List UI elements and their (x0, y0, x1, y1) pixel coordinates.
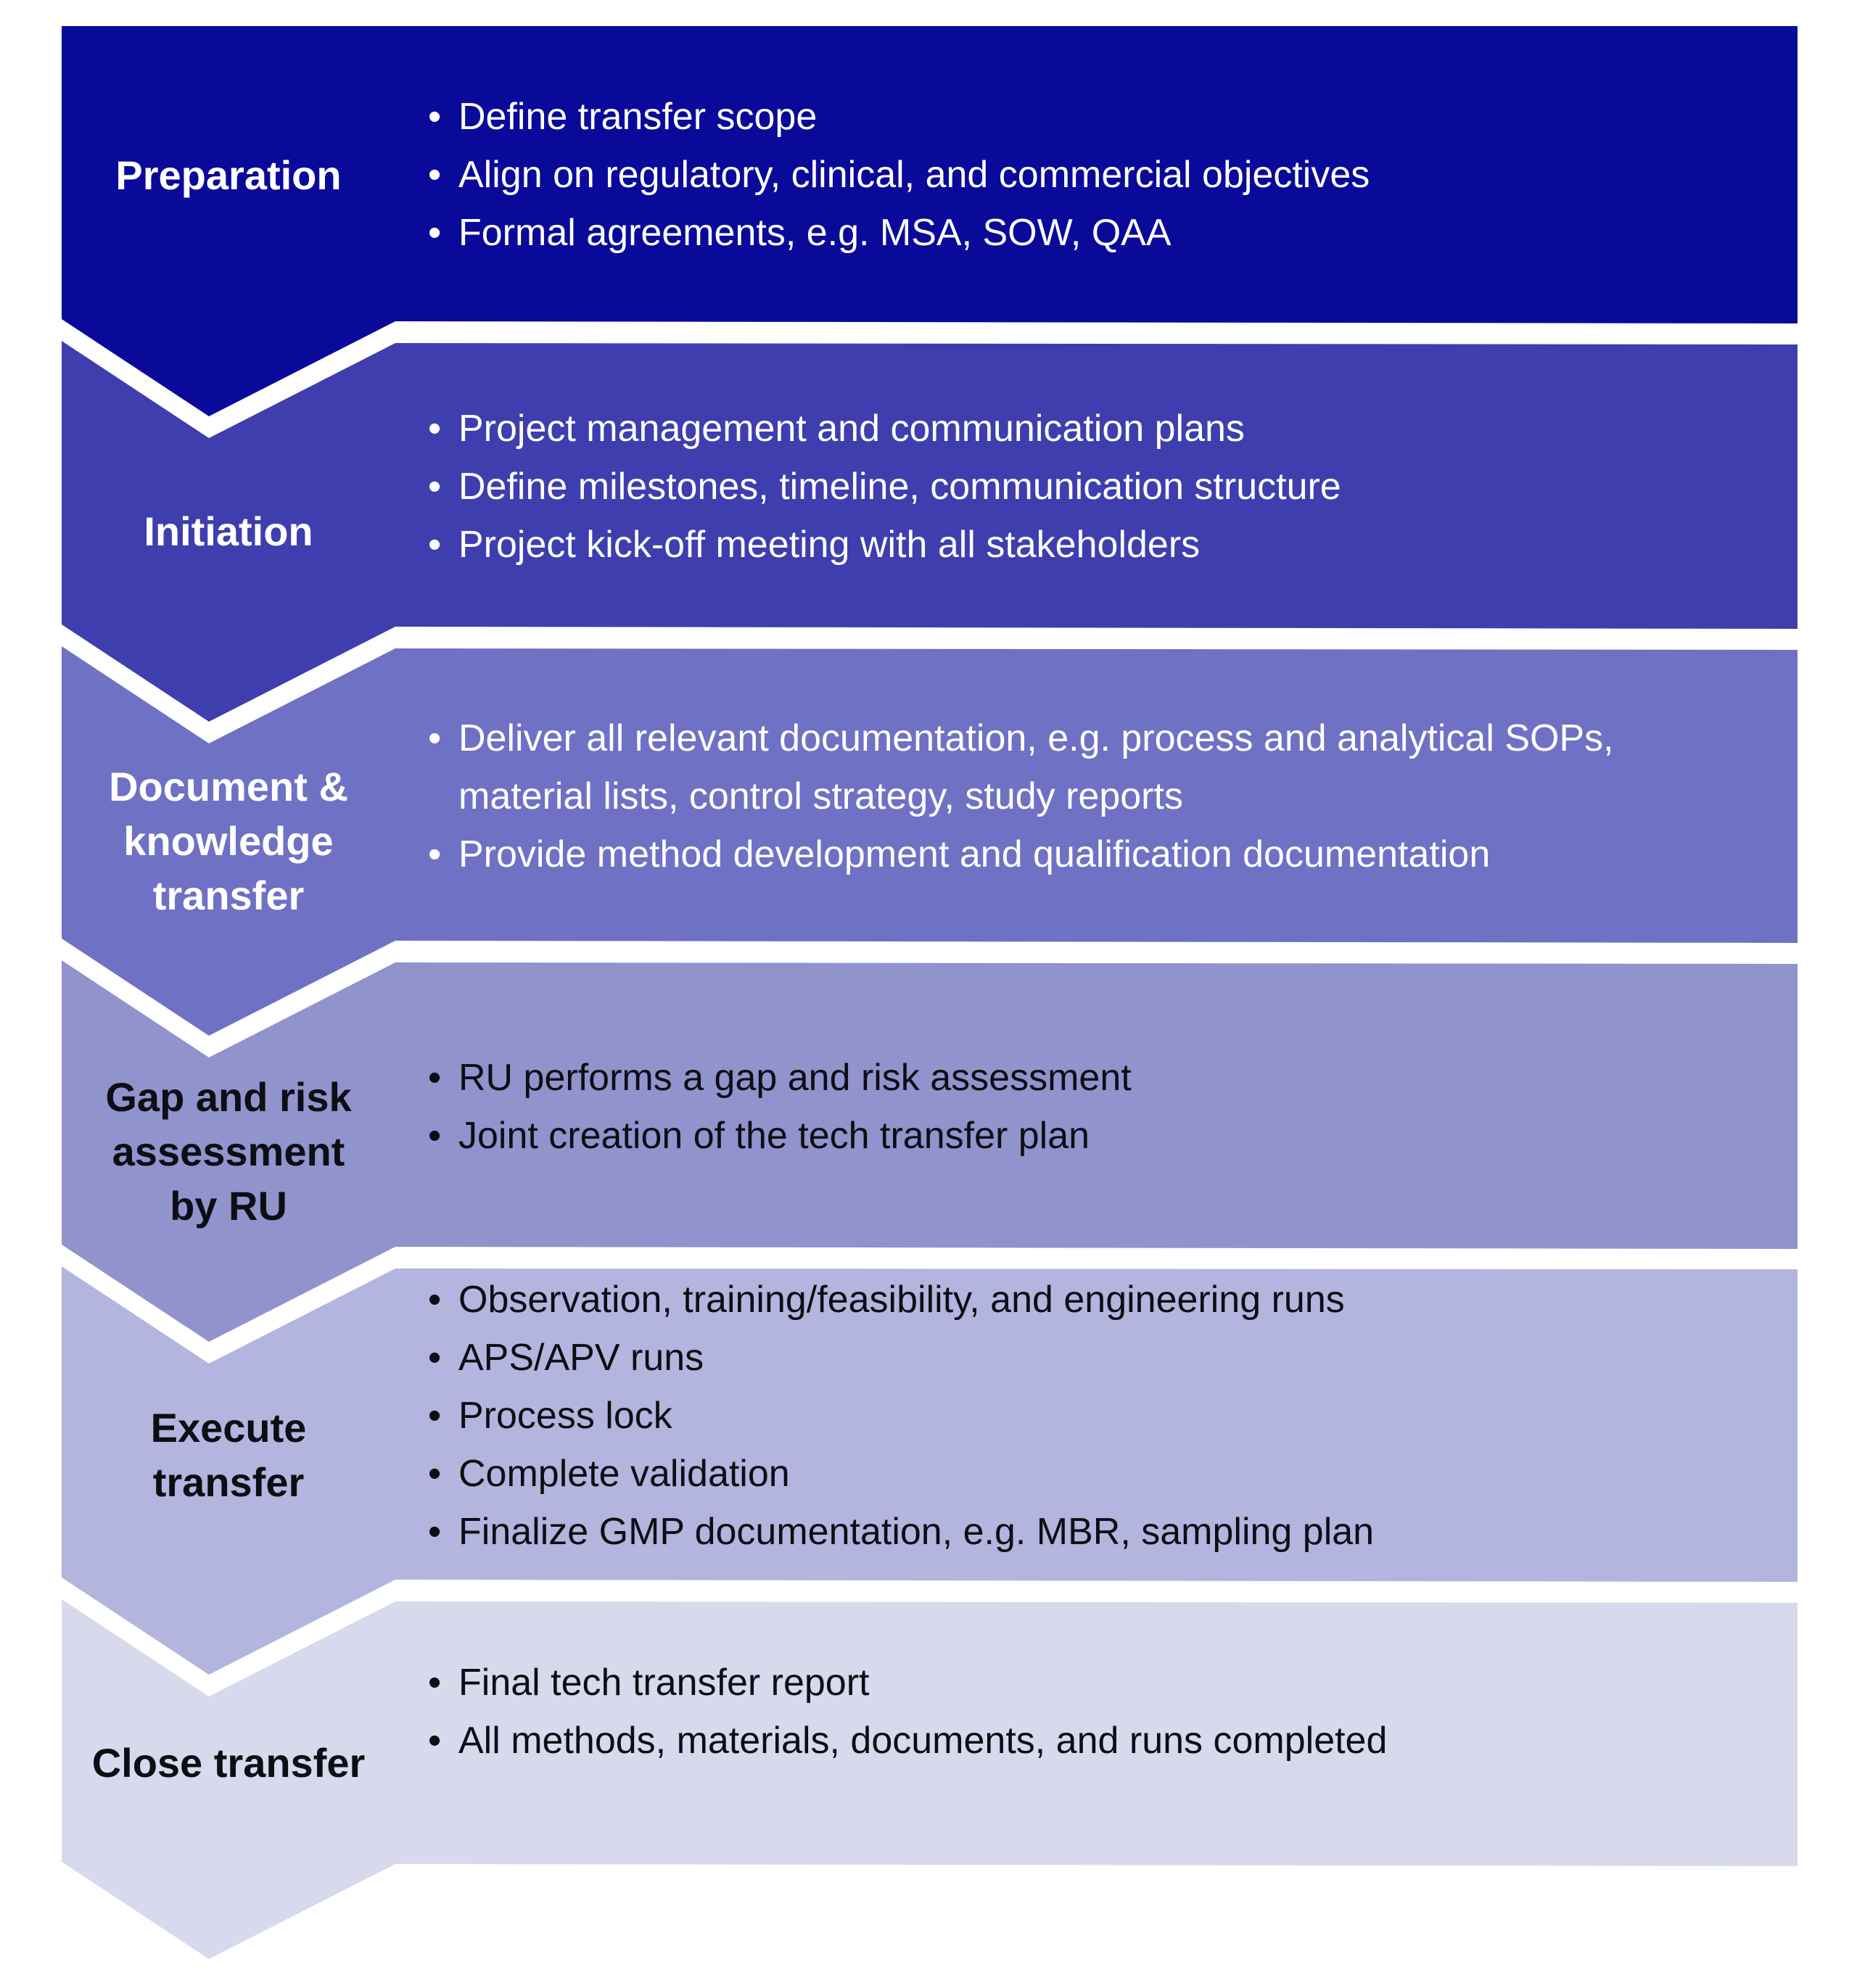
bullet-item: • Project kick-off meeting with all stakeholders (428, 516, 1734, 574)
bullet-item: • Process lock (428, 1387, 1734, 1445)
bullet-item: • Observation, training/feasibility, and engineering runs (428, 1271, 1734, 1329)
bullet-item: • Define transfer scope (428, 88, 1734, 146)
bullet-item: • All methods, materials, documents, and runs completed (428, 1712, 1734, 1770)
bullet-item: • Align on regulatory, clinical, and commercial objectives (428, 146, 1734, 204)
stage-label-preparation: Preparation (115, 152, 342, 198)
bullet-item: • Joint creation of the tech transfer plan (428, 1107, 1734, 1165)
bullet-item: • Deliver all relevant documentation, e.g. process and analytical SOPs, material lists, control strategy, study reports (428, 709, 1734, 825)
stage-bullets-preparation (428, 26, 1734, 323)
stage-bullets-initiation (428, 345, 1734, 629)
bullet-item: • Complete validation (428, 1445, 1734, 1503)
bullet-item: • APS/APV runs (428, 1329, 1734, 1387)
bullet-item: • Project management and communication plans (428, 400, 1734, 458)
stage-label-document-knowledge-transfer: Document & knowledge transfer (109, 764, 348, 918)
bullet-item: • Final tech transfer report (428, 1654, 1734, 1712)
stage-bullets-document-knowledge-transfer (428, 650, 1734, 943)
stage-label-initiation: Initiation (144, 508, 313, 554)
bullet-item: • Finalize GMP documentation, e.g. MBR, sampling plan (428, 1503, 1734, 1561)
stage-bullets-gap-risk-assessment (428, 964, 1734, 1249)
stage-bullets-execute-transfer (428, 1263, 1734, 1568)
stage-label-gap-risk-assessment: Gap and risk assessment by RU (105, 1073, 352, 1229)
bullet-item: • Define milestones, timeline, communication structure (428, 458, 1734, 516)
bullet-item: • RU performs a gap and risk assessment (428, 1049, 1734, 1107)
stage-label-execute-transfer: Execute transfer (150, 1405, 307, 1505)
bullet-item: • Provide method development and qualification documentation (428, 825, 1734, 883)
stage-bullets-close-transfer (428, 1592, 1734, 1831)
bullet-item: • Formal agreements, e.g. MSA, SOW, QAA (428, 204, 1734, 262)
stage-label-close-transfer: Close transfer (91, 1739, 366, 1786)
